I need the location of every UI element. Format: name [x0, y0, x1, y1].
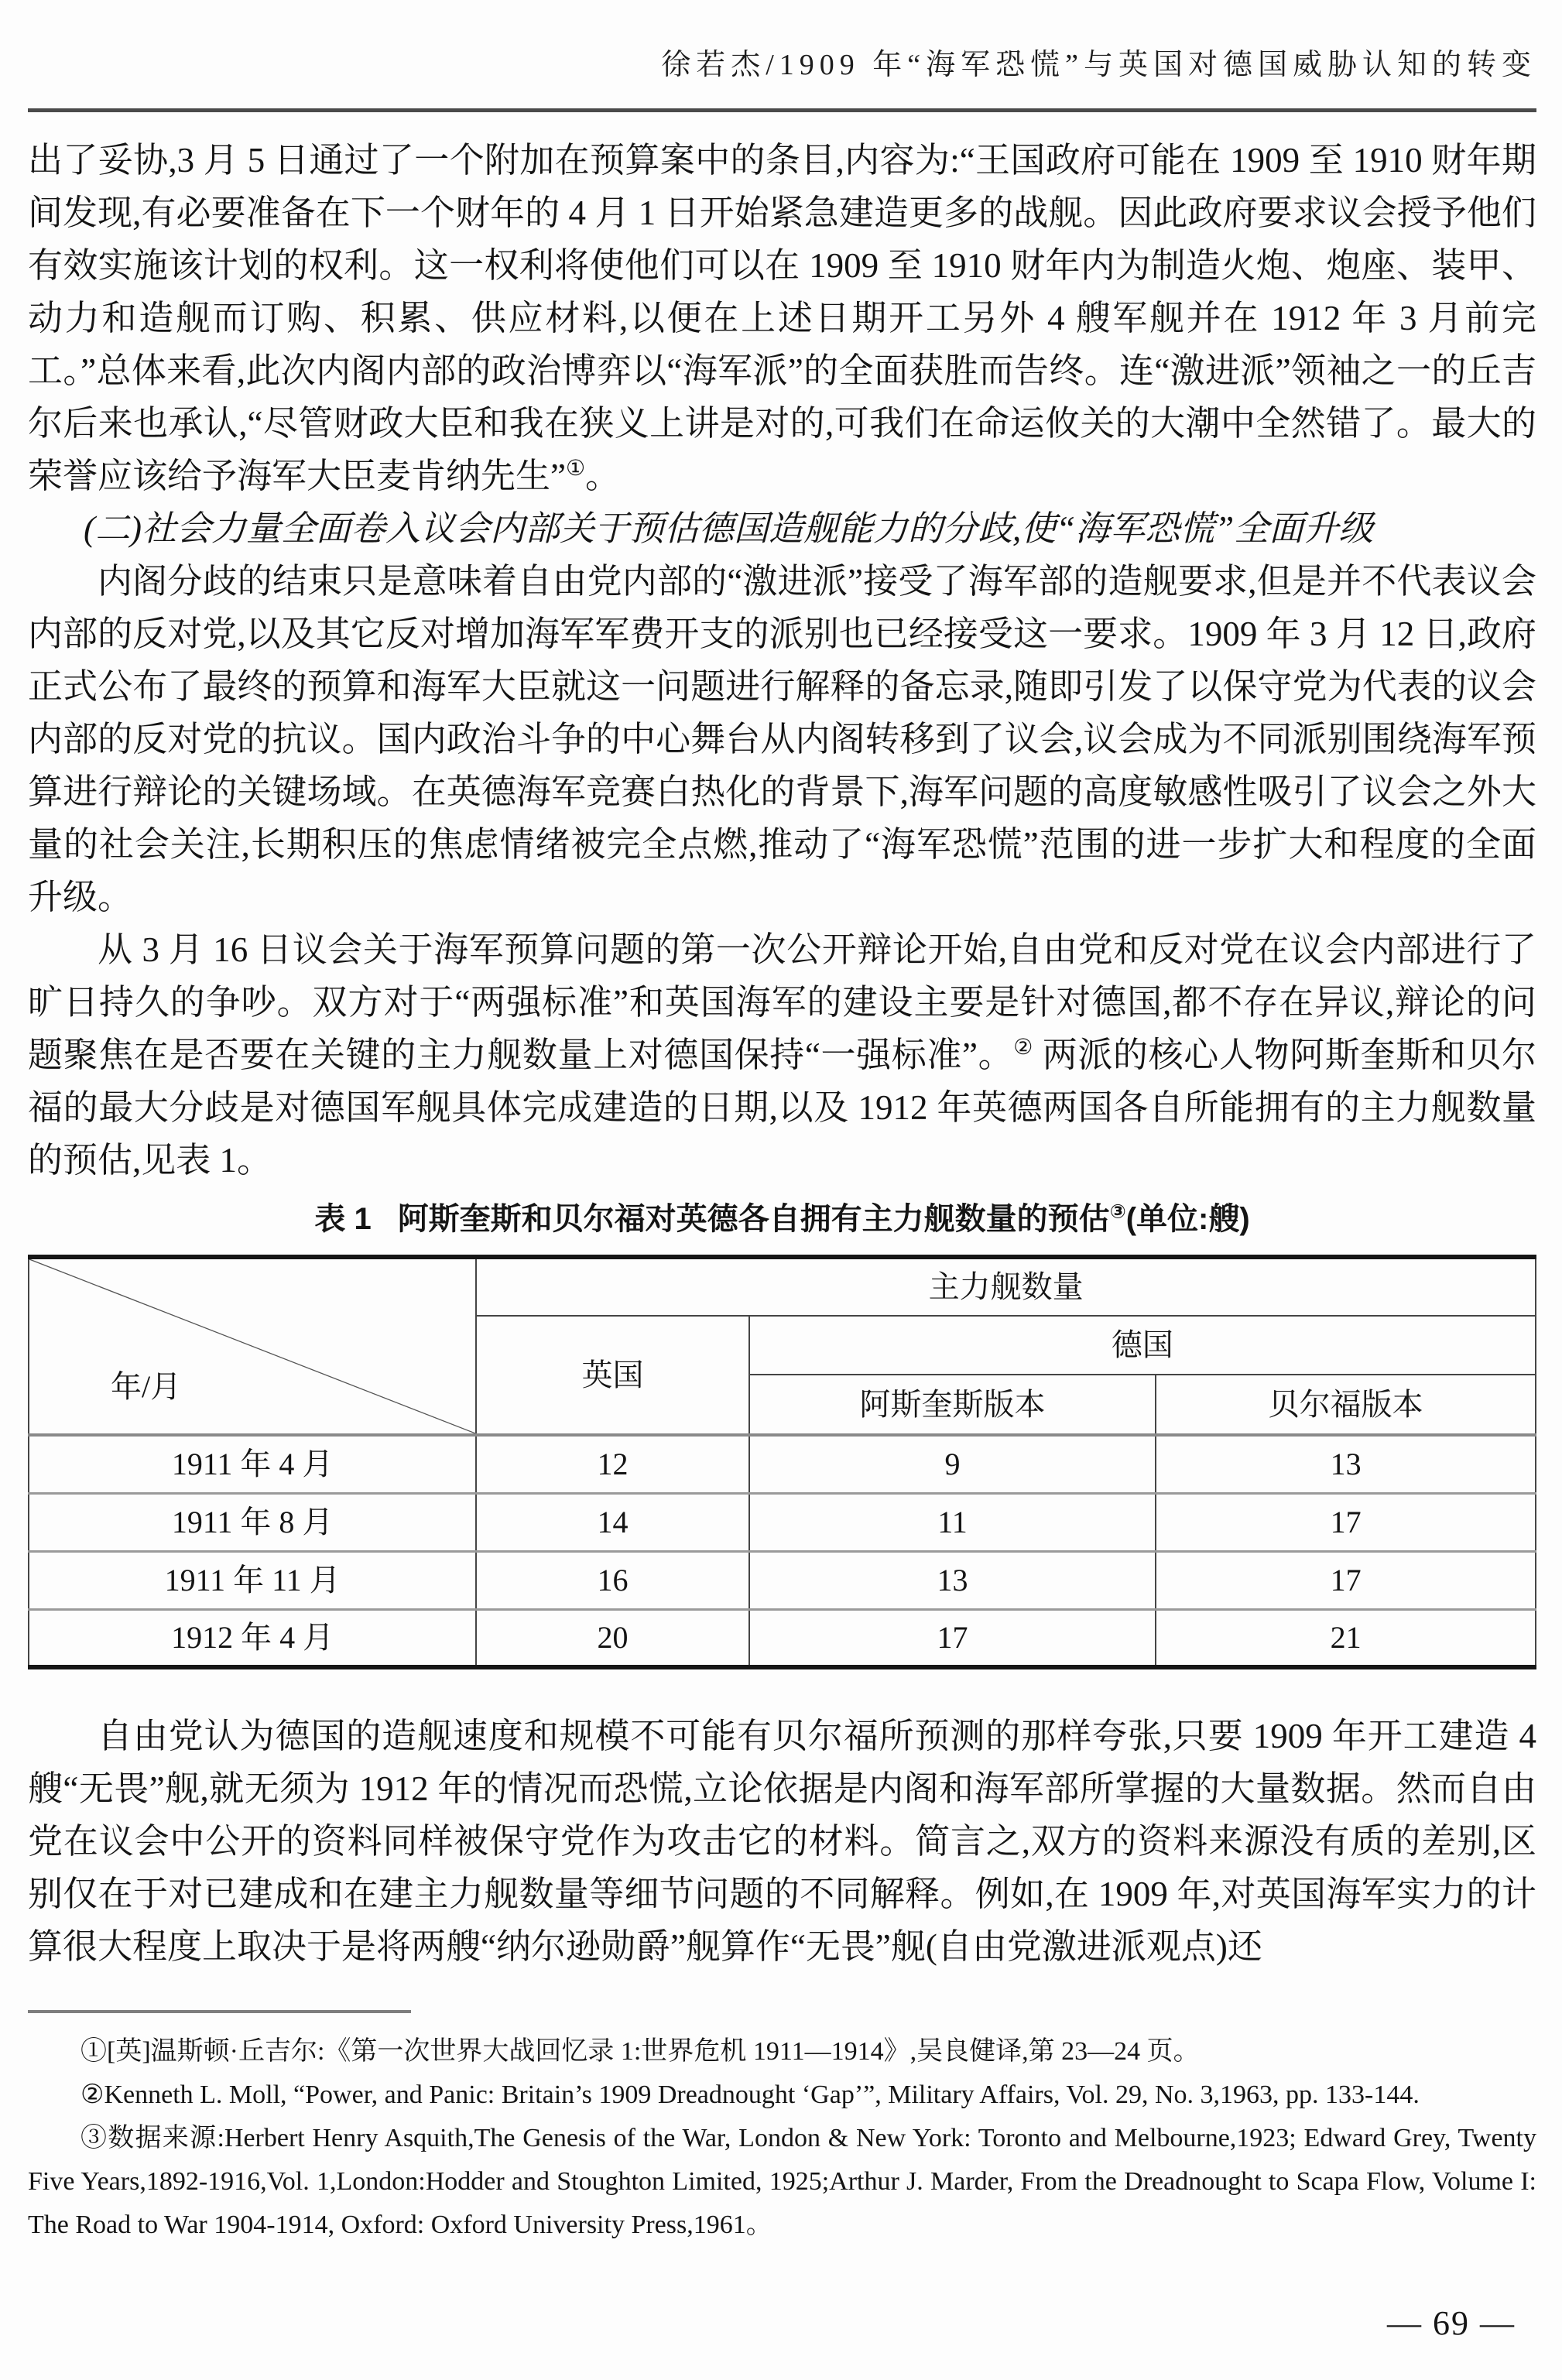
diagonal-header-cell — [29, 1257, 476, 1435]
table-row — [29, 1493, 1536, 1551]
cell-asquith: 11 — [749, 1493, 1156, 1551]
ships-table — [28, 1255, 1536, 1669]
table-caption-label: 表 1 — [314, 1202, 372, 1236]
footnote-3: ③数据来源:Herbert Henry Asquith,The Genesis of the War, London & New York: Toronto and Melbourne,1923; Edward Grey, Twenty Five Years,1892-1916,Vol. 1,London:Hodder and Stoughton Limited, 1925;Arthur J. Marder, From the Dreadnought to Scapa Flow, Volume I: The Road to War 1904-1914, Oxford: Oxford University Press,1961。 — [28, 2124, 1536, 2239]
table-caption-title: 阿斯奎斯和贝尔福对英德各自拥有主力舰数量的预估 — [397, 1202, 1110, 1236]
article-body — [0, 112, 1562, 1973]
col-header-asquith: 阿斯奎斯版本 — [749, 1375, 1156, 1435]
footnote-ref-1: ① — [565, 457, 585, 481]
paragraph-text: 从 3 月 16 日议会关于海军预算问题的第一次公开辩论开始,自由党和反对党在议会内部进行了旷日持久的争吵。双方对于“两强标准”和英国海军的建设主要是针对德国,都不存在异议,辩论的问题聚焦在是否要在关键的主力舰数量上对德国保持“一强标准”。 — [28, 930, 1536, 1074]
cell-balfour: 21 — [1156, 1609, 1536, 1667]
col-group-capital-ships: 主力舰数量 — [476, 1257, 1536, 1316]
diagonal-line — [29, 1259, 475, 1433]
page-number: — 69 — — [1387, 2304, 1516, 2342]
cell-balfour: 13 — [1156, 1435, 1536, 1493]
cell-uk: 14 — [476, 1493, 748, 1551]
col-header-balfour: 贝尔福版本 — [1156, 1375, 1536, 1435]
paragraph-continuation — [28, 134, 1536, 502]
cell-asquith: 17 — [749, 1609, 1156, 1667]
table-row — [29, 1551, 1536, 1609]
footnote-ref-3: ③ — [1109, 1201, 1126, 1223]
footnote-ref-2: ② — [1013, 1036, 1033, 1060]
footnotes — [0, 2013, 1562, 2247]
row-label-title: 年/月 — [111, 1369, 182, 1404]
paragraph-2: 内阁分歧的结束只是意味着自由党内部的“激进派”接受了海军部的造舰要求,但是并不代表议会内部的反对党,以及其它反对增加海军军费开支的派别也已经接受这一要求。1909 年 3 月 12 日,政府正式公布了最终的预算和海军大臣就这一问题进行解释的备忘录,随即引发了以保守党为代表的议会内部的反对党的抗议。国内政治斗争的中心舞台从内阁转移到了议会,议会成为不同派别围绕海军预算进行辩论的关键场域。在英德海军竞赛白热化的背景下,海军问题的高度敏感性吸引了议会之外大量的社会关注,长期积压的焦虑情绪被完全点燃,推动了“海军恐慌”范围的进一步扩大和程度的全面升级。 — [28, 562, 1536, 916]
running-head-title: 徐若杰/1909 年“海军恐慌”与英国对德国威胁认知的转变 — [661, 49, 1536, 81]
footnote-1: ①[英]温斯顿·丘吉尔:《第一次世界大战回忆录 1:世界危机 1911—1914》,吴良健译,第 23—24 页。 — [80, 2037, 1200, 2066]
cell-uk: 20 — [476, 1609, 748, 1667]
section-heading: (二)社会力量全面卷入议会内部关于预估德国造舰能力的分歧,使“海军恐慌”全面升级 — [84, 509, 1374, 548]
footnote-2: ②Kenneth L. Moll, “Power, and Panic: Britain’s 1909 Dreadnought ‘Gap’”, Military Affairs, Vol. 29, No. 3,1963, pp. 133-144. — [80, 2080, 1420, 2109]
paragraph-text-end: 。 — [585, 457, 621, 495]
paragraph-3 — [28, 923, 1536, 1187]
cell-period: 1912 年 4 月 — [29, 1609, 476, 1667]
page-header — [0, 0, 1562, 112]
cell-uk: 12 — [476, 1435, 748, 1493]
cell-asquith: 13 — [749, 1551, 1156, 1609]
table-row — [29, 1435, 1536, 1493]
table-row — [29, 1609, 1536, 1667]
cell-asquith: 9 — [749, 1435, 1156, 1493]
paragraph-text-end: 两派的核心人物阿斯奎斯和贝尔福的最大分歧是对德国军舰具体完成建造的日期,以及 1912 年英德两国各自所能拥有的主力舰数量的预估,见表 1。 — [28, 1036, 1536, 1180]
cell-balfour: 17 — [1156, 1551, 1536, 1609]
col-header-uk: 英国 — [476, 1316, 748, 1435]
paragraph-4: 自由党认为德国的造舰速度和规模不可能有贝尔福所预测的那样夸张,只要 1909 年开工建造 4 艘“无畏”舰,就无须为 1912 年的情况而恐慌,立论依据是内阁和海军部所掌握的大量数据。然而自由党在议会中公开的资料同样被保守党作为攻击它的材料。简言之,双方的资料来源没有质的差别,区别仅在于对已建成和在建主力舰数量等细节问题的不同解释。例如,在 1909 年,对英国海军实力的计算很大程度上取决于是将两艘“纳尔逊勋爵”舰算作“无畏”舰(自由党激进派观点)还 — [28, 1717, 1536, 1966]
cell-period: 1911 年 4 月 — [29, 1435, 476, 1493]
cell-period: 1911 年 11 月 — [29, 1551, 476, 1609]
cell-period: 1911 年 8 月 — [29, 1493, 476, 1551]
cell-balfour: 17 — [1156, 1493, 1536, 1551]
table-caption-unit: (单位:艘) — [1125, 1202, 1250, 1236]
cell-uk: 16 — [476, 1551, 748, 1609]
table-caption — [28, 1199, 1536, 1239]
col-group-germany: 德国 — [749, 1316, 1536, 1375]
paragraph-text: 出了妥协,3 月 5 日通过了一个附加在预算案中的条目,内容为:“王国政府可能在 1909 至 1910 财年期间发现,有必要准备在下一个财年的 4 月 1 日开始紧急建造更多的战舰。因此政府要求议会授予他们有效实施该计划的权利。这一权利将使他们可以在 1909 至 1910 财年内为制造火炮、炮座、装甲、动力和造舰而订购、积累、供应材料,以便在上述日期开工另外 4 艘军舰并在 1912 年 3 月前完工。”总体来看,此次内阁内部的政治博弈以“海军派”的全面获胜而告终。连“激进派”领袖之一的丘吉尔后来也承认,“尽管财政大臣和我在狭义上讲是对的,可我们在命运攸关的大潮中全然错了。最大的荣誉应该给予海军大臣麦肯纳先生” — [28, 141, 1536, 495]
